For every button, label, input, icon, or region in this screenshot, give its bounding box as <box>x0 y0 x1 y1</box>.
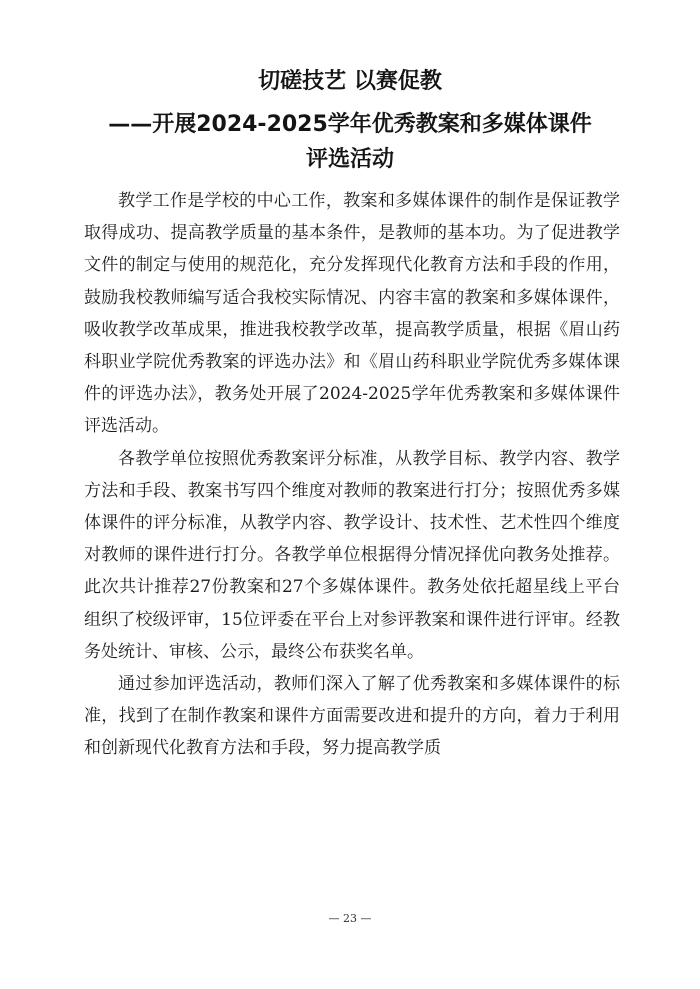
article-title: 切磋技艺 以赛促教 <box>258 69 442 94</box>
article-subtitle-continued: 评选活动 <box>305 147 394 172</box>
page-number: — 23 — <box>328 912 372 925</box>
paragraph-3: 通过参加评选活动，教师们深入了解了优秀教案和多媒体课件的标准，找到了在制作教案和课件方面需要改进和提升的方向，着力于利用和创新现代化教育方法和手段，努力提高教学质 <box>84 674 620 759</box>
paragraph-1: 教学工作是学校的中心工作，教案和多媒体课件的制作是保证教学取得成功、提高教学质量的基本条件，是教师的基本功。为了促进教学文件的制定与使用的规范化，充分发挥现代化教育方法和手段的作用，鼓励我校教师编写适合我校实际情况、内容丰富的教案和多媒体课件，吸收教学改革成果，推进我校教学改革，提高教学质量，根据《眉山药科职业学院优秀教案的评选办法》和《眉山药科职业学院优秀多媒体课件的评选办法》，教务处开展了2024-2025学年优秀教案和多媒体课件评选活动。 <box>84 191 620 437</box>
paragraph-2: 各教学单位按照优秀教案评分标准，从教学目标、教学内容、教学方法和手段、教案书写四个维度对教师的教案进行打分；按照优秀多媒体课件的评分标准，从教学内容、教学设计、技术性、艺术性四个维度对教师的课件进行打分。各教学单位根据得分情况择优向教务处推荐。此次共计推荐27份教案和27个多媒体课件。教务处依托超星线上平台组织了校级评审，15位评委在平台上对参评教案和课件进行评审。经教务处统计、审核、公示，最终公布获奖名单。 <box>84 448 620 662</box>
article-subtitle: ——开展2024-2025学年优秀教案和多媒体课件 <box>108 112 592 137</box>
article-body <box>84 185 620 765</box>
